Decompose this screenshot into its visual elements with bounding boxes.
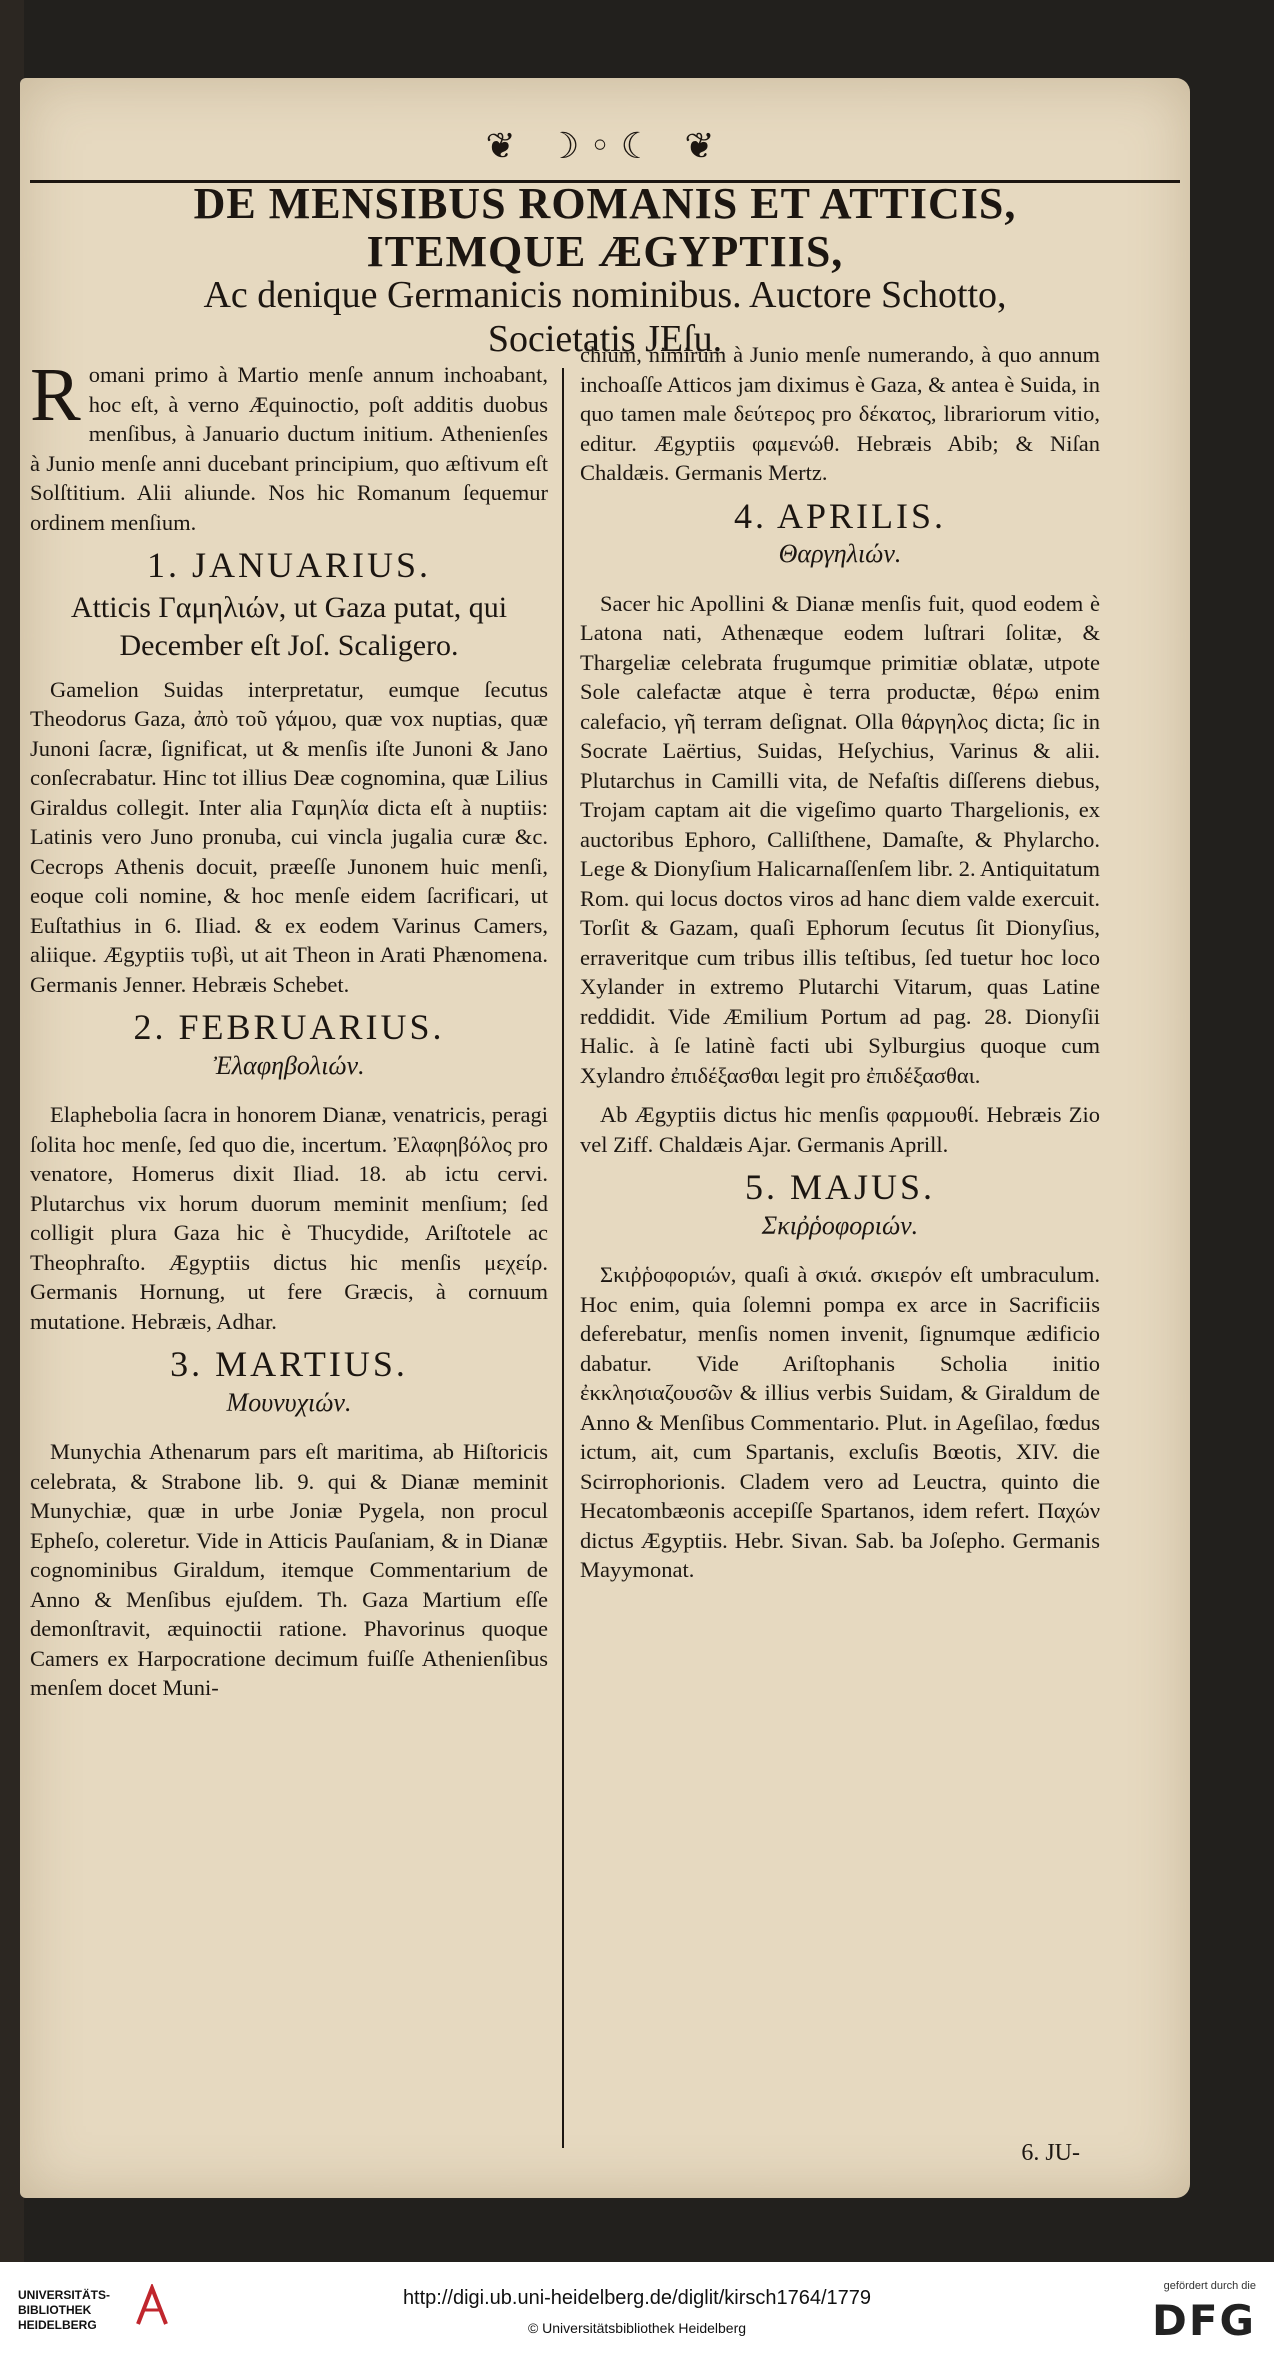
left-column [30, 353, 548, 1713]
subtitle-line2: Societatis JEſu. [487, 318, 723, 360]
drop-cap: R [30, 353, 81, 437]
source-url-link[interactable]: http://digi.ub.uni-heidelberg.de/diglit/kirsch1764/1779 [402, 2287, 872, 2309]
header-ornament: ❦ ☽◦☾ ❦ [485, 126, 725, 167]
heading-january: 1. JANUARIUS. [146, 545, 432, 585]
heading-may: 5. MAJUS. [744, 1167, 936, 1207]
body-april-2: Ab Ægyptiis dictus hic menſis φαρμουθί. Hebræis Zio vel Ziff. Chaldæis Ajar. Germanis Aprill. [580, 1102, 1100, 1157]
intro-paragraph [30, 353, 548, 537]
dfg-logo: DFG [1151, 2296, 1256, 2345]
body-march-continued: chium, nimirum à Junio menſe numerando, à quo annum inchoaſſe Atticos jam diximus è Gaza, & antea è Suida, in quo tamen male δεύτερος pro δέκατος, librariorum vitio, editur. Ægyptiis φαμενώθ. Hebræis Abib; & Niſan Chaldæis. Germanis Mertz. [580, 342, 1100, 485]
logo-line3: HEIDELBERG [18, 2318, 97, 2332]
book-page [20, 78, 1190, 2198]
subheading-january: Atticis Γαμηλιών, ut Gaza putat, qui December eſt Joſ. Scaligero. [70, 590, 508, 662]
greek-may: Σκιῤῥοφοριών. [761, 1210, 919, 1240]
body-may: Σκιῤῥοφοριών, quaſi à σκιά. σκιερόν eſt umbraculum. Hoc enim, quia ſolemni pompa ex arce in Sacrificiis deferebatur, menſis nomen invenit, ſignumque ædificio dabatur. Vide Ariſtophanis Scholia initio ἐκκλησιαζουσῶν & illius verbis Suidam, & Giraldum de Anno & Menſibus Commentario. Plut. in Ageſilao, fœdus ictum, ait, cum Spartanis, excluſis Bœotis, XIV. die Scirrophorionis. Cladem vero ad Leuctra, quinto die Hecatombæonis accepiſſe Spartanos, idem refert. Παχών dictus Ægyptiis. Hebr. Sivan. Sab. ba Joſepho. Germanis Mayymonat. [580, 1262, 1100, 1582]
body-march: Munychia Athenarum pars eſt maritima, ab Hiſtoricis celebrata, & Strabone lib. 9. qui & Dianæ meminit Munychiæ, quæ in urbe Joniæ Pygela, non procul Epheſo, coleretur. Vide in Atticis Pauſaniam, & in Dianæ cognominibus Giraldum, itemque Commentarium de Anno & Menſibus ejuſdem. Th. Gaza Martium eſſe demonſtravit, æquinoctii ratione. Phavorinus quoque Camers ex Harpocratione decimum fuiſſe Athenienſibus menſem docet Muni- [30, 1439, 548, 1700]
heading-april: 4. APRILIS. [733, 495, 947, 536]
catchword: 6. JU- [1021, 2140, 1080, 2166]
body-april: Sacer hic Apollini & Dianæ menſis fuit, quod eodem è Latona nati, Athenæque eodem luſtrari ſolitæ, & Thargeliæ celebrata frugumque primitiæ oblatæ, utpote Sole calefactæ atque è terra productæ, θέρω enim calefacio, γῆ terram deſignat. Olla θάργηλος dicta; ſic in Socrate Laërtius, Suidas, Heſychius, Varinus & alii. Plutarchus in Camilli vita, de Nefaſtis diſſerens diebus, Trojam captam ait die vigeſimo quarto Thargelionis, ex auctoribus Ephoro, Calliſthene, Damaſte, & Phylarcho. Lege & Dionyſium Halicarnaſſenſem libr. 2. Antiquitatum Rom. qui locus doctos viros ad hanc diem valde exercuit. Torſit & Gazam, quaſi Ephorum ſecutus ſit Dionyſius, erraveritque cum tribus illis teſtibus, ſed tuetur hoc loco Xylander in extremo Plutarchi Vitarum, quas Latine reddidit. Vide Æmilium Portum ad pag. 28. Dionyſii Halic. à ſe latinè facti ubi Sylburgius quoque cum Xylandro ἐπιδέξασθαι legit pro ἐπιδέξασθαι. [580, 590, 1100, 1088]
greek-february: Ἐλαφηβολιών. [213, 1050, 365, 1080]
copyright-text: © Universitätsbibliothek Heidelberg [527, 2320, 747, 2336]
dfg-label: gefördert durch die [1163, 2280, 1256, 2292]
body-february: Elaphebolia ſacra in honorem Dianæ, venatricis, peragi ſolita hoc menſe, ſed quo die, incertum. Ἐλαφηβόλος pro venatore, Homerus dixit Iliad. 18. ab ictu cervi. Plutarchus vix horum duorum meminit menſium; ſed colligit plura Gaza hic è Thucydide, Ariſtotele ac Theophraſto. Ægyptiis dictus hic menſis μεχείρ. Germanis Hornung, ut fere Græcis, à cornuum mutatione. Hebræis, Adhar. [30, 1102, 548, 1334]
right-column [580, 340, 1100, 1595]
heading-february: 2. FEBRUARIUS. [133, 1007, 445, 1047]
column-separator [562, 368, 564, 2148]
heading-march: 3. MARTIUS. [170, 1344, 408, 1384]
greek-april: Θαργηλιών. [778, 539, 902, 568]
body-january: Gamelion Suidas interpretatur, eumque ſecutus Theodorus Gaza, ἀπὸ τοῦ γάμου, quæ vox nuptias, quæ Junoni ſacræ, ſignificat, ut & menſis iſte Junoni & Jano conſecrabatur. Hinc tot illius Deæ cognomina, quæ Lilius Giraldus collegit. Inter alia Γαμηλία dicta eſt à nuptiis: Latinis vero Juno pronuba, cui vincla jugalia curæ &c. Cecrops Athenis docuit, præeſſe Junonem huic menſi, eoque coli nomine, & hoc menſe eidem ſacrificari, ut Euſtathius in 6. Iliad. & ex eodem Varinus Camers, aliique. Ægyptiis τυβὶ, ut ait Theon in Arati Phænomena. Germanis Jenner. Hebræis Schebet. [30, 676, 548, 997]
logo-line2: BIBLIOTHEK [18, 2303, 92, 2317]
greek-march: Μουνυχιών. [226, 1387, 352, 1417]
intro-text: omani primo à Martio menſe annum inchoabant, hoc eſt, à verno Æquinoctio, poſt additis duobus menſibus, à Januario ductum initium. Athenienſes à Junio menſe anni ducebant principium, quo æſtivum eſt Solſtitium. Alii aliunde. Nos hic Romanum ſequemur ordinem menſium. [30, 362, 548, 535]
subtitle-line1: Ac denique Germanicis nominibus. Auctore Schotto, [203, 274, 1007, 316]
page-title-line1: DE MENSIBUS ROMANIS ET ATTICIS, [193, 179, 1017, 228]
footer-bar [0, 2262, 1274, 2355]
page-title-line2: ITEMQUE ÆGYPTIIS, [366, 227, 844, 276]
logo-line1: UNIVERSITÄTS- [18, 2288, 111, 2302]
